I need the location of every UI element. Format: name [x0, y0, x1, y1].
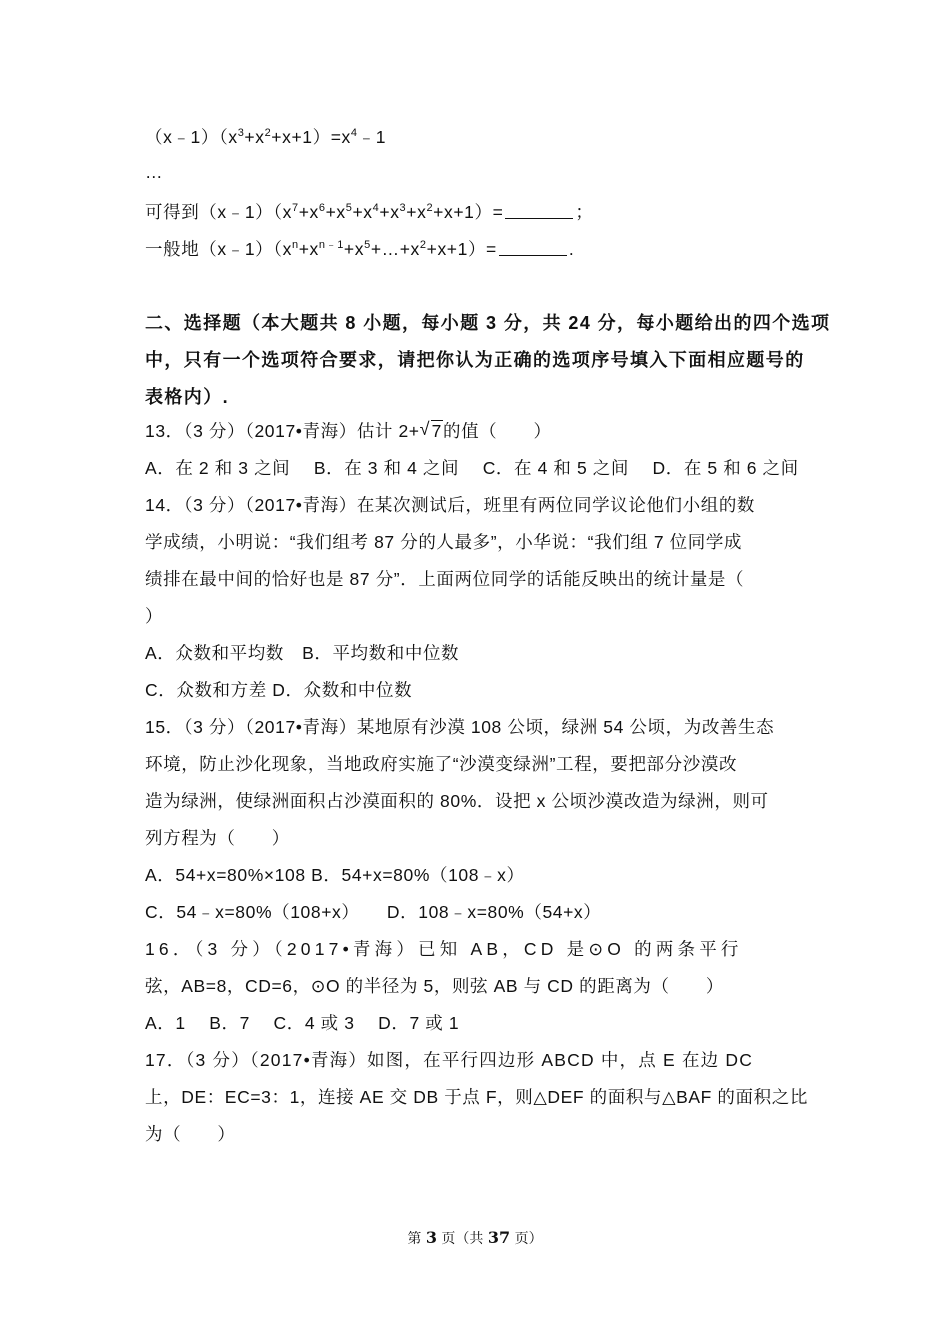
answer-blank-1[interactable]: [505, 204, 573, 219]
q14-choices-2: C．众数和方差 D．众数和中位数: [145, 680, 413, 700]
identity-line-general: 一般地$(x﹣1)(x^n+x^{n﹣1}+x^5+\dots+x^2+x+1)=$ .: [145, 239, 575, 259]
total-page-count: 37: [487, 1228, 511, 1247]
sqrt-symbol: √ 7: [419, 419, 442, 441]
q13-choices: A．在 2 和 3 之间 B．在 3 和 4 之间 C．在 4 和 5 之间 D．在 5 和 6 之间: [145, 458, 799, 478]
q16-choices: A．1 B．7 C．4 或 3 D．7 或 1: [145, 1013, 460, 1033]
q14-line-3: 绩排在最中间的恰好也是 87 分”．上面两位同学的话能反映出的统计量是（: [145, 569, 745, 589]
q15-choices-1: A．54+x=80%×108 B．54+x=80%（108﹣x）: [145, 865, 525, 885]
section-heading-line-2: 中，只有一个选项符合要求，请把你认为正确的选项序号填入下面相应题号的: [145, 350, 805, 370]
q14-line-4: ）: [145, 606, 164, 626]
q14-line-2: 学成绩，小明说：“我们组考 87 分的人最多”，小华说：“我们组 7 位同学成: [145, 532, 743, 552]
q14-choices-1: A．众数和平均数 B．平均数和中位数: [145, 643, 460, 663]
q16-line-1: 16．（3 分）（2017•青海）已知 AB，CD 是⊙O 的两条平行: [145, 939, 743, 959]
section-heading-line-3: 表格内）.: [145, 387, 230, 407]
q17-line-3: 为（ ）: [145, 1124, 236, 1144]
q15-line-2: 环境，防止沙化现象，当地政府实施了“沙漠变绿洲”工程，要把部分沙漠改: [145, 754, 738, 774]
q17-line-1: 17．（3 分）（2017•青海）如图，在平行四边形 ABCD 中，点 E 在边 DC: [145, 1050, 754, 1070]
q15-line-4: 列方程为（ ）: [145, 828, 290, 848]
q16-line-2: 弦，AB=8，CD=6，⊙O 的半径为 5，则弦 AB 与 CD 的距离为（ ）: [145, 976, 724, 996]
q15-line-3: 造为绿洲，使绿洲面积占沙漠面积的 80%．设把 x 公顷沙漠改造为绿洲，则可: [145, 791, 769, 811]
answer-blank-2[interactable]: [499, 241, 567, 256]
identity-line-8: 可得到$(x﹣1)(x^7+x^6+x^5+x^4+x^3+x^2+x+1)=$ ；: [145, 202, 594, 222]
q13-stem: 13．（3 分）（2017•青海）估计 2+ √ 7的值（ ）: [145, 419, 552, 441]
q15-line-1: 15．（3 分）（2017•青海）某地原有沙漠 108 公顷，绿洲 54 公顷，为改善生态: [145, 717, 775, 737]
q17-line-2: 上，DE：EC=3：1，连接 AE 交 DB 于点 F，则△DEF 的面积与△BAF 的面积之比: [145, 1087, 808, 1107]
q14-line-1: 14．（3 分）（2017•青海）在某次测试后，班里有两位同学议论他们小组的数: [145, 495, 756, 515]
identity-line-4: $(x﹣1)(x^3+x^2+x+1)=x^4﹣1$: [145, 127, 387, 147]
q15-choices-2: C．54﹣x=80%（108+x） D．108﹣x=80%（54+x）: [145, 902, 602, 922]
page-footer: 第 3 页（共 37 页）: [407, 1228, 543, 1247]
current-page-number: 3: [425, 1228, 437, 1247]
section-heading-line-1: 二、选择题（本大题共 8 小题，每小题 3 分，共 24 分，每小题给出的四个选项: [145, 313, 831, 333]
ellipsis-line: …: [145, 162, 164, 182]
